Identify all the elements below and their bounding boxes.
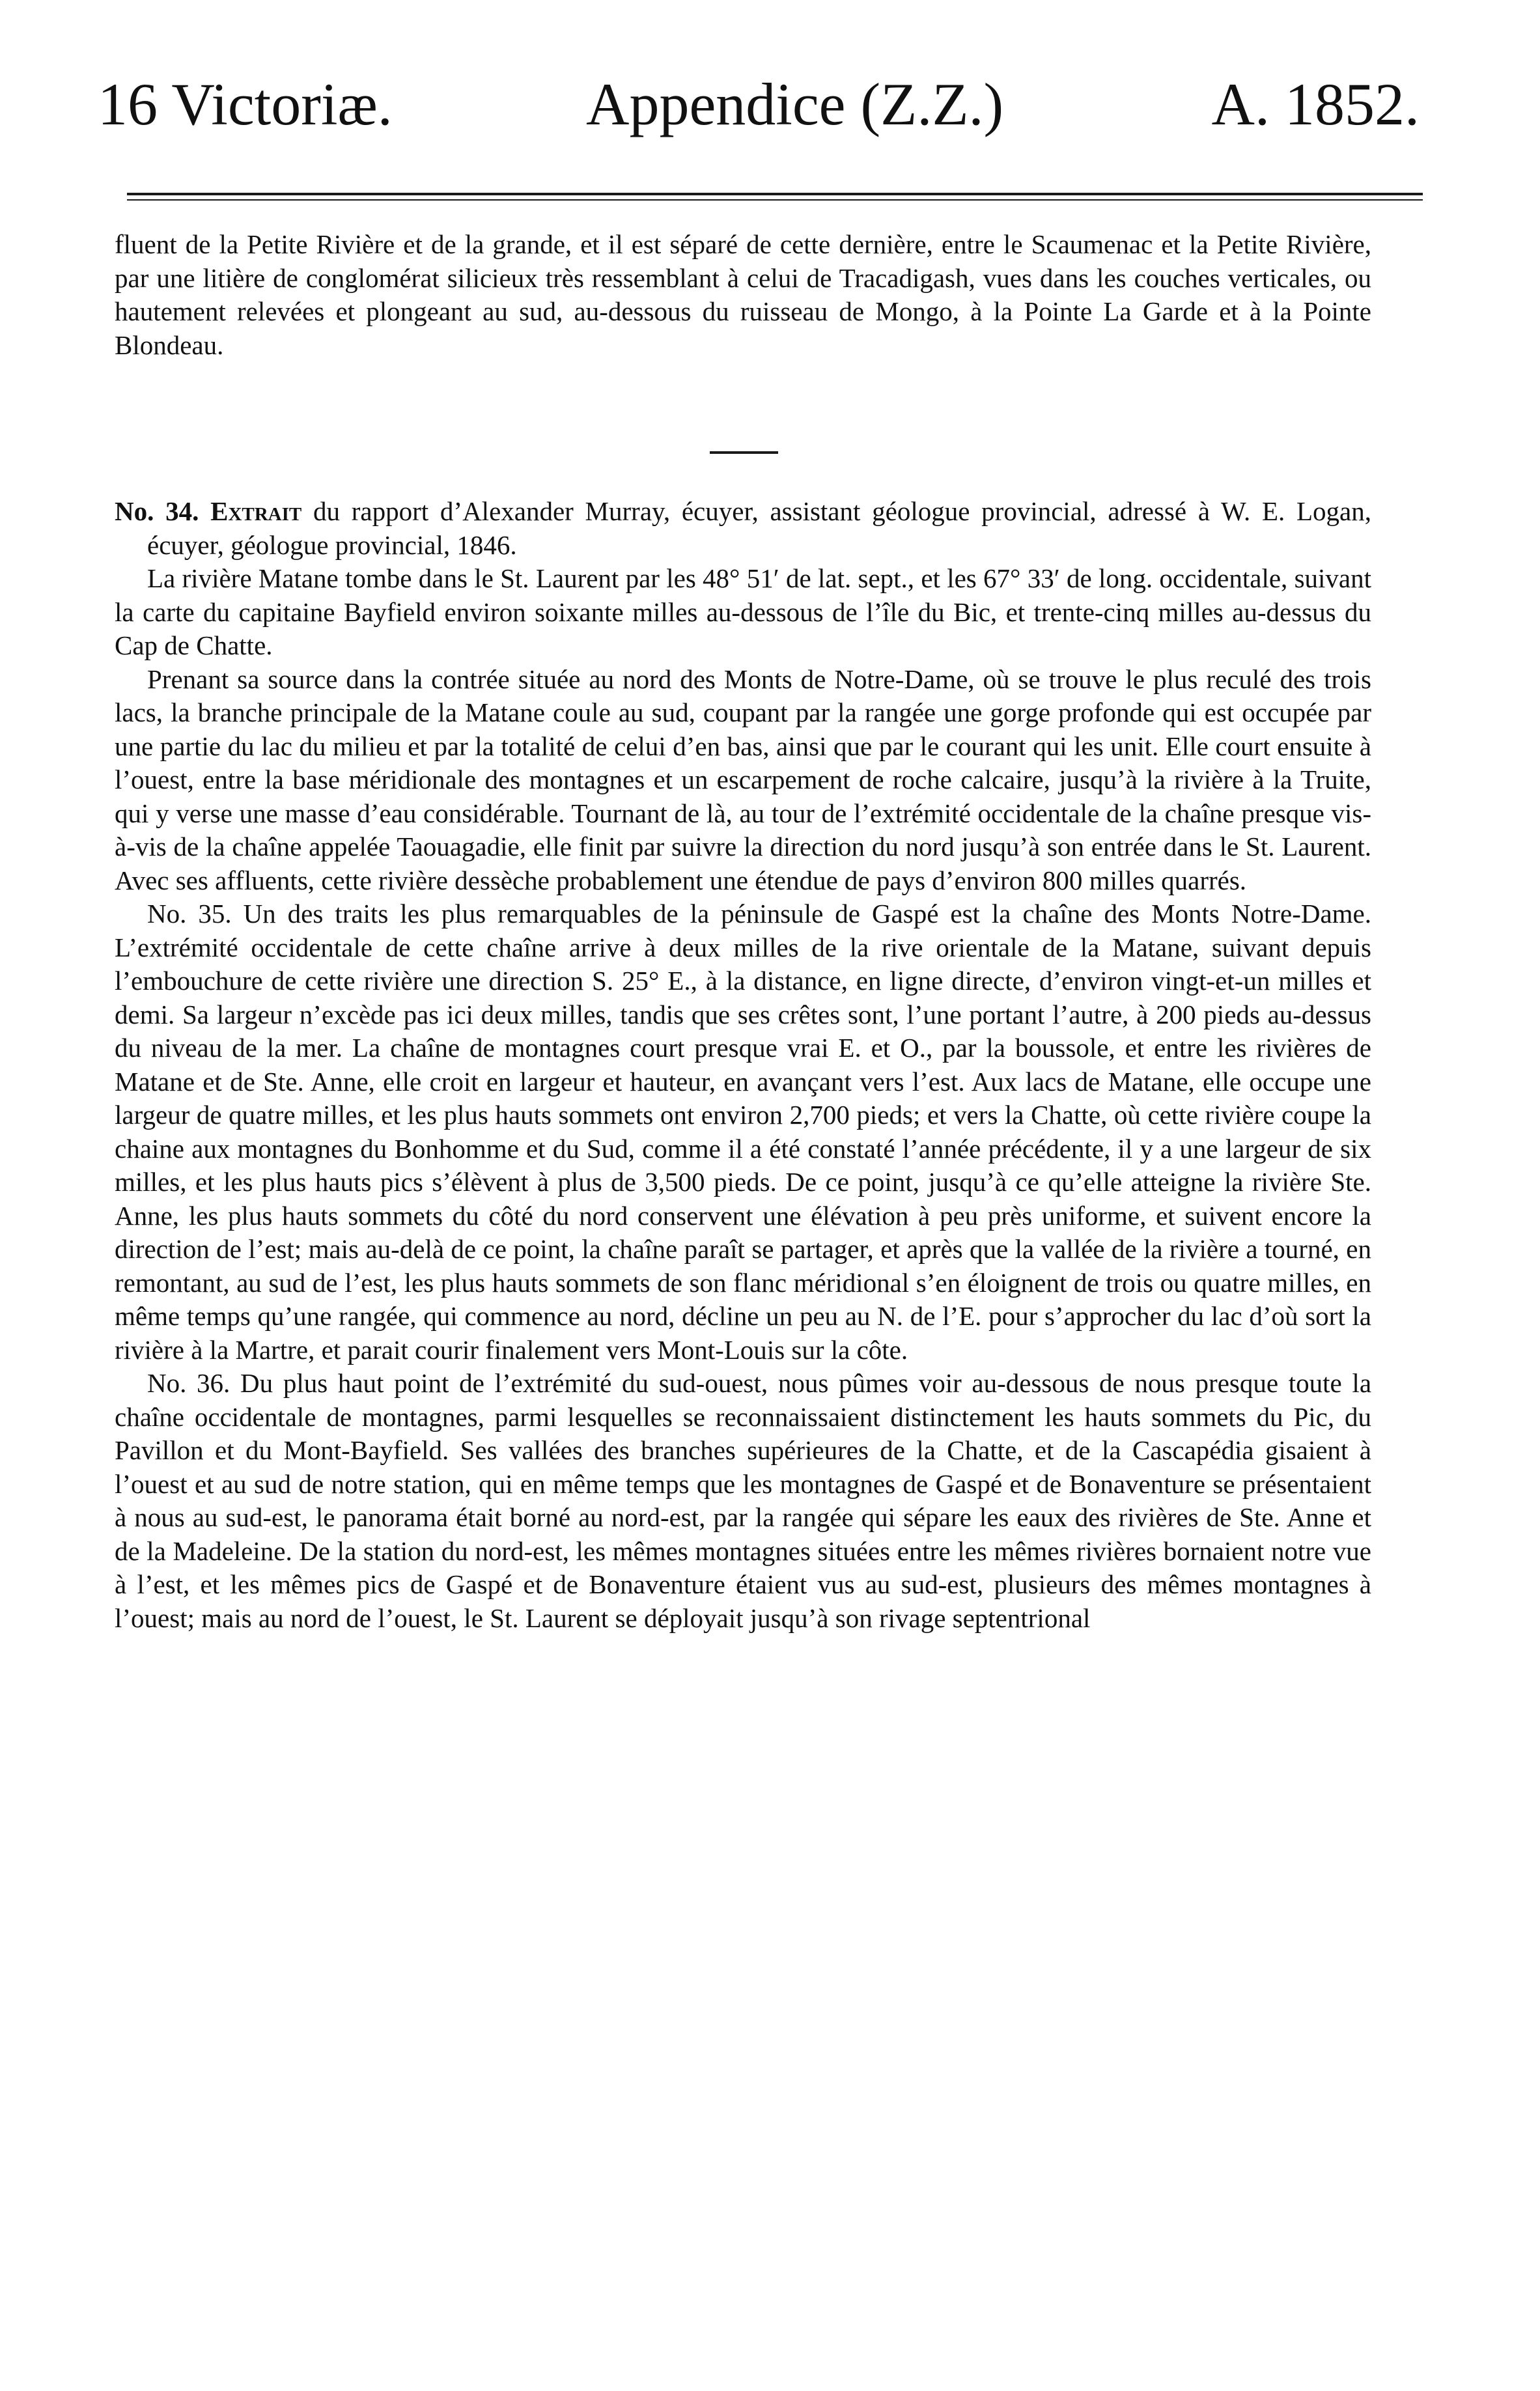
main-body bbox=[115, 495, 1371, 1635]
section-35-paragraph bbox=[115, 897, 1371, 1367]
section-36-number: No. 36. bbox=[147, 1368, 231, 1398]
header-year: A. 1852. bbox=[1211, 71, 1420, 137]
section-35-text: Un des traits les plus remarquables de la péninsule de Gaspé est la chaîne des Monts Notre-Dame. L’extrémité occidentale de cette chaîne arrive à deux milles de la rive orientale de la Matane, suivant depuis l’embouchure de cette rivière une direction S. 25° E., à la distance, en ligne directe, d’environ vingt-et-un milles et demi. Sa largeur n’excède pas ici deux milles, tandis que ses crêtes sont, l’une portant l’autre, à 200 pieds au-dessus du niveau de la mer. La chaîne de montagnes court presque vrai E. et O., par la boussole, et entre les rivières de Matane et de Ste. Anne, elle croit en largeur et hauteur, en avançant vers l’est. Aux lacs de Matane, elle occupe une largeur de quatre milles, et les plus hauts sommets ont environ 2,700 pieds; et vers la Chatte, où cette rivière coupe la chaine aux montagnes du Bonhomme et du Sud, comme il a été constaté l’année précédente, il y a une largeur de six milles, et les plus hauts pics s’élèvent à plus de 3,500 pieds. De ce point, jusqu’à ce qu’elle atteigne la rivière Ste. Anne, les plus hauts sommets du côté du nord conservent une élévation à peu près uniforme, et suivent encore la direction de l’est; mais au-delà de ce point, la chaîne paraît se partager, et après que la vallée de la rivière a tourné, en remontant, au sud de l’est, les plus hauts sommets de son flanc méridional s’en éloignent de trois ou quatre milles, en même temps qu’une rangée, qui commence au nord, décline un peu au N. de l’E. pour s’approcher du lac d’où sort la rivière à la Martre, et parait courir finalement vers Mont-Louis sur la côte. bbox=[115, 899, 1372, 1365]
section-34-paragraph: Prenant sa source dans la contrée située au nord des Monts de Notre-Dame, où se trouve le plus reculé des trois lacs, la branche principale de la Matane coule au sud, coupant par la rangée une gorge profonde qui est occupée par une partie du lac du milieu et par la totalité de celui d’en bas, ainsi que par le courant qui les unit. Elle court ensuite à l’ouest, entre la base méridionale des montagnes et un escarpement de roche calcaire, jusqu’à la rivière à la Truite, qui y verse une masse d’eau considérable. Tournant de là, au tour de l’extrémité occidentale de la chaîne presque vis-à-vis de la chaîne appelée Taouagadie, elle finit par suivre la direction du nord jusqu’à son entrée dans le St. Laurent. Avec ses affluents, cette rivière dessèche probablement une étendue de pays d’environ 800 milles quarrés. bbox=[115, 664, 1371, 895]
section-divider bbox=[710, 451, 778, 454]
intro-paragraph: fluent de la Petite Rivière et de la grande, et il est séparé de cette dernière, entre le Scaumenac et la Petite Rivière, par une litière de conglomérat silicieux très ressemblant à celui de Tracadigash, vues dans les couches verticales, ou hautement relevées et plongeant au sud, au-dessous du ruisseau de Mongo, à la Pointe La Garde et à la Pointe Blondeau. bbox=[115, 229, 1371, 360]
section-34-number: No. 34. bbox=[115, 496, 199, 526]
header-rule-thick bbox=[127, 193, 1423, 195]
section-34-extrait: Extrait bbox=[210, 496, 302, 526]
header-session: 16 Victoriæ. bbox=[98, 71, 393, 137]
intro-block bbox=[115, 228, 1371, 362]
section-36-text: Du plus haut point de l’extrémité du sud-ouest, nous pûmes voir au-dessous de nous presque toute la chaîne occidentale de montagnes, parmi lesquelles se reconnaissaient distinctement les hauts sommets du Pic, du Pavillon et du Mont-Bayfield. Ses vallées des branches supérieures de la Chatte, et de la Cascapédia gisaient à l’ouest et au sud de notre station, qui en même temps que les montagnes de Gaspé et de Bonaventure se présentaient à nous au sud-est, le panorama était borné au nord-est, par la rangée qui sépare les eaux des rivières de Ste. Anne et de la Madeleine. De la station du nord-est, les mêmes montagnes situées entre les mêmes rivières bornaient notre vue à l’est, et les mêmes pics de Gaspé et de Bonaventure étaient vus au sud-est, plusieurs des mêmes montagnes à l’ouest; mais au nord de l’ouest, le St. Laurent se déployait jusqu’à son rivage septentrional bbox=[115, 1368, 1372, 1633]
header-appendix: Appendice (Z.Z.) bbox=[586, 71, 1004, 137]
page-header bbox=[98, 62, 1420, 147]
header-rule-thin bbox=[127, 199, 1423, 201]
section-36-paragraph bbox=[115, 1367, 1371, 1635]
section-34-heading-text: du rapport d’Alexander Murray, écuyer, assistant géologue provincial, adressé à W. E. Logan, écuyer, géologue provincial, 1846. bbox=[147, 496, 1371, 560]
section-35-number: No. 35. bbox=[147, 899, 232, 929]
section-34-heading bbox=[115, 495, 1371, 562]
section-34-paragraph: La rivière Matane tombe dans le St. Laurent par les 48° 51′ de lat. sept., et les 67° 33′ de long. occidentale, suivant la carte du capitaine Bayfield environ soixante milles au-dessous de l’île du Bic, et trente-cinq milles au-dessus du Cap de Chatte. bbox=[115, 563, 1371, 660]
